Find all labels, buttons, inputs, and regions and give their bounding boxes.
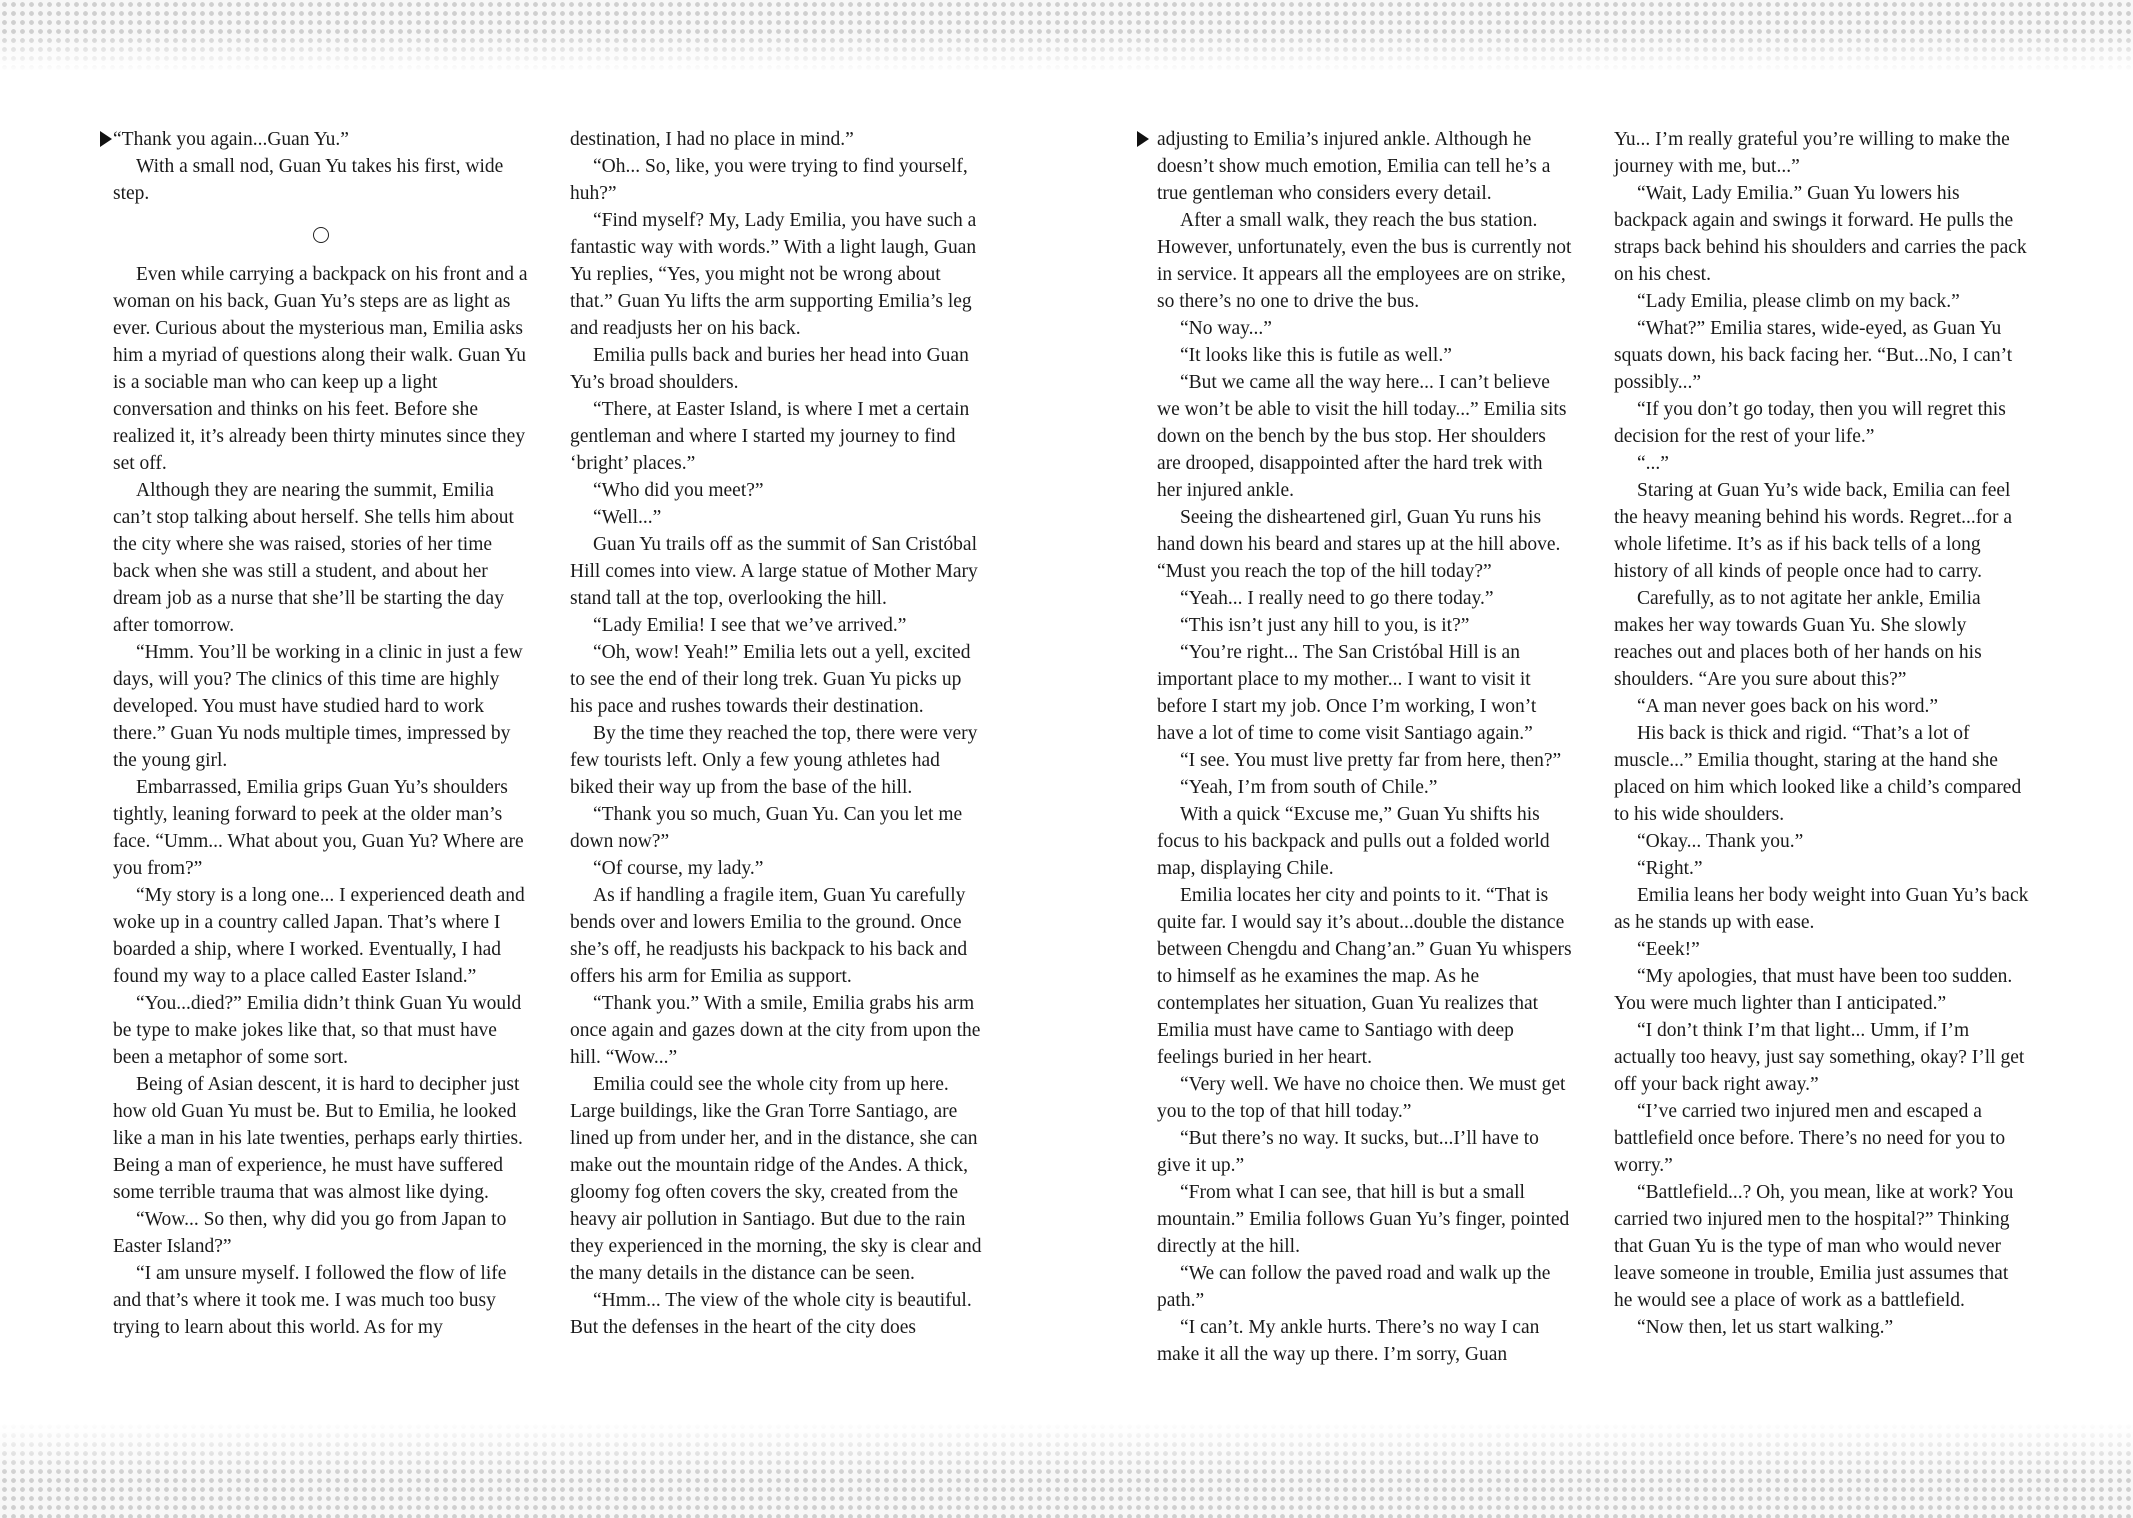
paragraph: “A man never goes back on his word.” bbox=[1637, 696, 1939, 717]
paragraph: With a quick “Excuse me,” Guan Yu shifts his focus to his backpack and pulls out a folded world map, displaying Chile. bbox=[1157, 804, 1550, 879]
paragraph: Carefully, as to not agitate her ankle, Emilia makes her way towards Guan Yu. She slowly reaches out and places both of her hands on his shoulders. “Are you sure about this?” bbox=[1614, 588, 1982, 690]
paragraph: “Yeah... I really need to go there today.” bbox=[1180, 588, 1494, 609]
paragraph: Emilia pulls back and buries her head into Guan Yu’s broad shoulders. bbox=[570, 345, 969, 393]
paragraph: Embarrassed, Emilia grips Guan Yu’s shoulders tightly, leaning forward to peek at the older man’s face. “Umm... What about you, Guan Yu? Where are you from?” bbox=[113, 777, 524, 879]
paragraph: destination, I had no place in mind.” bbox=[570, 129, 854, 150]
paragraph: Guan Yu trails off as the summit of San Cristóbal Hill comes into view. A large statue of Mother Mary stand tall at the top, overlooking the hill. bbox=[570, 534, 978, 609]
paragraph: “Of course, my lady.” bbox=[593, 858, 764, 879]
paragraph: “What?” Emilia stares, wide-eyed, as Guan Yu squats down, his back facing her. “But...No, I can’t possibly...” bbox=[1614, 318, 2013, 393]
paragraph: “I can’t. My ankle hurts. There’s no way I can make it all the way up there. I’m sorry, Guan bbox=[1157, 1317, 1540, 1365]
paragraph: “Lady Emilia! I see that we’ve arrived.” bbox=[593, 615, 907, 636]
paragraph: “...” bbox=[1637, 453, 1669, 474]
paragraph: “This isn’t just any hill to you, is it?” bbox=[1180, 615, 1470, 636]
right-page-column-1 bbox=[1157, 126, 1572, 1368]
paragraph: “Hmm... The view of the whole city is beautiful. But the defenses in the heart of the city does bbox=[570, 1290, 972, 1338]
paragraph: “No way...” bbox=[1180, 318, 1272, 339]
paragraph: “Oh, wow! Yeah!” Emilia lets out a yell, excited to see the end of their long trek. Guan Yu picks up his pace and rushes towards their destination. bbox=[570, 642, 971, 717]
paragraph: By the time they reached the top, there were very few tourists left. Only a few young athletes had biked their way up from the base of the hill. bbox=[570, 723, 978, 798]
paragraph: “Yeah, I’m from south of Chile.” bbox=[1180, 777, 1438, 798]
paragraph: “Right.” bbox=[1637, 858, 1703, 879]
paragraph: “Okay... Thank you.” bbox=[1637, 831, 1804, 852]
paragraph: “I see. You must live pretty far from here, then?” bbox=[1180, 750, 1562, 771]
paragraph: Although they are nearing the summit, Emilia can’t stop talking about herself. She tells him about the city where she was raised, stories of her time back when she was still a student, and about her dream job as a nurse that she’ll be starting the day after tomorrow. bbox=[113, 480, 514, 636]
paragraph: “I’ve carried two injured men and escaped a battlefield once before. There’s no need for you to worry.” bbox=[1614, 1101, 2006, 1176]
right-page-column-2 bbox=[1614, 126, 2029, 1341]
left-page-column-2 bbox=[570, 126, 985, 1341]
paragraph: “Now then, let us start walking.” bbox=[1637, 1317, 1894, 1338]
continuation-marker-icon bbox=[1137, 131, 1149, 147]
paragraph: “But we came all the way here... I can’t believe we won’t be able to visit the hill today...” Emilia sits down on the bench by the bus stop. Her shoulders are drooped, disappointed after the hard trek with her injured ankle. bbox=[1157, 372, 1567, 501]
paragraph: “Who did you meet?” bbox=[593, 480, 764, 501]
paragraph: “My apologies, that must have been too sudden. You were much lighter than I anticipated.” bbox=[1614, 966, 2013, 1014]
paragraph: “Eeek!” bbox=[1637, 939, 1700, 960]
paragraph: “I don’t think I’m that light... Umm, if I’m actually too heavy, just say something, okay? I’ll get off your back right away.” bbox=[1614, 1020, 2025, 1095]
paragraph: “Wait, Lady Emilia.” Guan Yu lowers his backpack again and swings it forward. He pulls the straps back behind his shoulders and carries the pack on his chest. bbox=[1614, 183, 2027, 285]
paragraph: “Lady Emilia, please climb on my back.” bbox=[1637, 291, 1960, 312]
paragraph: After a small walk, they reach the bus station. However, unfortunately, even the bus is currently not in service. It appears all the employees are on strike, so there’s no one to drive the bus. bbox=[1157, 210, 1572, 312]
paragraph: “Hmm. You’ll be working in a clinic in just a few days, will you? The clinics of this time are highly developed. You must have studied hard to work there.” Guan Yu nods multiple times, impressed by the young girl. bbox=[113, 642, 523, 771]
continuation-marker-icon bbox=[100, 131, 112, 147]
paragraph: Yu... I’m really grateful you’re willing to make the journey with me, but...” bbox=[1614, 129, 2010, 177]
paragraph: “You...died?” Emilia didn’t think Guan Yu would be type to make jokes like that, so that must have been a metaphor of some sort. bbox=[113, 993, 522, 1068]
paragraph: “Thank you so much, Guan Yu. Can you let me down now?” bbox=[570, 804, 963, 852]
paragraph: “From what I can see, that hill is but a small mountain.” Emilia follows Guan Yu’s finger, pointed directly at the hill. bbox=[1157, 1182, 1570, 1257]
section-break bbox=[113, 207, 528, 261]
paragraph: As if handling a fragile item, Guan Yu carefully bends over and lowers Emilia to the ground. Once she’s off, he readjusts his backpack to his back and offers his arm for Emilia as support. bbox=[570, 885, 968, 987]
paragraph: “Thank you.” With a smile, Emilia grabs his arm once again and gazes down at the city from upon the hill. “Wow...” bbox=[570, 993, 981, 1068]
paragraph: “If you don’t go today, then you will regret this decision for the rest of your life.” bbox=[1614, 399, 2006, 447]
paragraph: “Very well. We have no choice then. We must get you to the top of that hill today.” bbox=[1157, 1074, 1566, 1122]
paragraph: “Thank you again...Guan Yu.” bbox=[113, 129, 349, 150]
paragraph: Emilia leans her body weight into Guan Yu’s back as he stands up with ease. bbox=[1614, 885, 2029, 933]
paragraph: His back is thick and rigid. “That’s a lot of muscle...” Emilia thought, staring at the hand she placed on him which looked like a child’s compared to his wide shoulders. bbox=[1614, 723, 2022, 825]
paragraph: “Find myself? My, Lady Emilia, you have such a fantastic way with words.” With a light laugh, Guan Yu replies, “Yes, you might not be wrong about that.” Guan Yu lifts the arm supporting Emilia’s leg and readjusts her on his back. bbox=[570, 210, 977, 339]
paragraph: “My story is a long one... I experienced death and woke up in a country called Japan. That’s where I boarded a ship, where I worked. Eventually, I had found my way to a place called Easter Island.” bbox=[113, 885, 525, 987]
paragraph: “Well...” bbox=[593, 507, 662, 528]
paragraph: “But there’s no way. It sucks, but...I’ll have to give it up.” bbox=[1157, 1128, 1539, 1176]
paragraph: “It looks like this is futile as well.” bbox=[1180, 345, 1452, 366]
section-break-circle-icon bbox=[313, 227, 329, 243]
paragraph: “Battlefield...? Oh, you mean, like at work? You carried two injured men to the hospital?” Thinking that Guan Yu is the type of man who would never leave someone in trouble, Emilia just assumes that he would see a place of work as a battlefield. bbox=[1614, 1182, 2014, 1311]
paragraph: Staring at Guan Yu’s wide back, Emilia can feel the heavy meaning behind his words. Regret...for a whole lifetime. It’s as if his back tells of a long history of all kinds of people once had to carry. bbox=[1614, 480, 2013, 582]
left-page-column-1 bbox=[113, 126, 528, 1341]
paragraph: Even while carrying a backpack on his front and a woman on his back, Guan Yu’s steps are as light as ever. Curious about the mysterious man, Emilia asks him a myriad of questions along their walk. Guan Yu is a sociable man who can keep up a light conversation and thinks on his feet. Before she realized it, it’s already been thirty minutes since they set off. bbox=[113, 264, 528, 474]
paragraph: “We can follow the paved road and walk up the path.” bbox=[1157, 1263, 1551, 1311]
paragraph: “I am unsure myself. I followed the flow of life and that’s where it took me. I was much too busy trying to learn about this world. As for my bbox=[113, 1263, 507, 1338]
paragraph: “Oh... So, like, you were trying to find yourself, huh?” bbox=[570, 156, 968, 204]
paragraph: Emilia could see the whole city from up here. Large buildings, like the Gran Torre Santiago, are lined up from under her, and in the distance, she can make out the mountain ridge of the Andes. A thick, gloomy fog often covers the sky, created from the heavy air pollution in Santiago. But due to the rain they experienced in the morning, the sky is clear and the many details in the distance can be seen. bbox=[570, 1074, 982, 1284]
paragraph: Seeing the disheartened girl, Guan Yu runs his hand down his beard and stares up at the hill above. “Must you reach the top of the hill today?” bbox=[1157, 507, 1561, 582]
top-decorative-pattern bbox=[0, 0, 2133, 72]
paragraph: “You’re right... The San Cristóbal Hill is an important place to my mother... I want to visit it before I start my job. Once I’m working, I won’t have a lot of time to come visit Santiago again.” bbox=[1157, 642, 1537, 744]
paragraph: “There, at Easter Island, is where I met a certain gentleman and where I started my journey to find ‘bright’ places.” bbox=[570, 399, 970, 474]
paragraph: “Wow... So then, why did you go from Japan to Easter Island?” bbox=[113, 1209, 507, 1257]
bottom-decorative-pattern bbox=[0, 1422, 2133, 1518]
paragraph: Emilia locates her city and points to it. “That is quite far. I would say it’s about...double the distance between Chengdu and Chang’an.” Guan Yu whispers to himself as he examines the map. As he contemplates her situation, Guan Yu realizes that Emilia must have came to Santiago with deep feelings buried in her heart. bbox=[1157, 885, 1572, 1068]
paragraph: Being of Asian descent, it is hard to decipher just how old Guan Yu must be. But to Emilia, he looked like a man in his late twenties, perhaps early thirties. Being a man of experience, he must have suffered some terrible trauma that was almost like dying. bbox=[113, 1074, 523, 1203]
paragraph: With a small nod, Guan Yu takes his first, wide step. bbox=[113, 156, 504, 204]
paragraph: adjusting to Emilia’s injured ankle. Although he doesn’t show much emotion, Emilia can tell he’s a true gentleman who considers every detail. bbox=[1157, 129, 1551, 204]
